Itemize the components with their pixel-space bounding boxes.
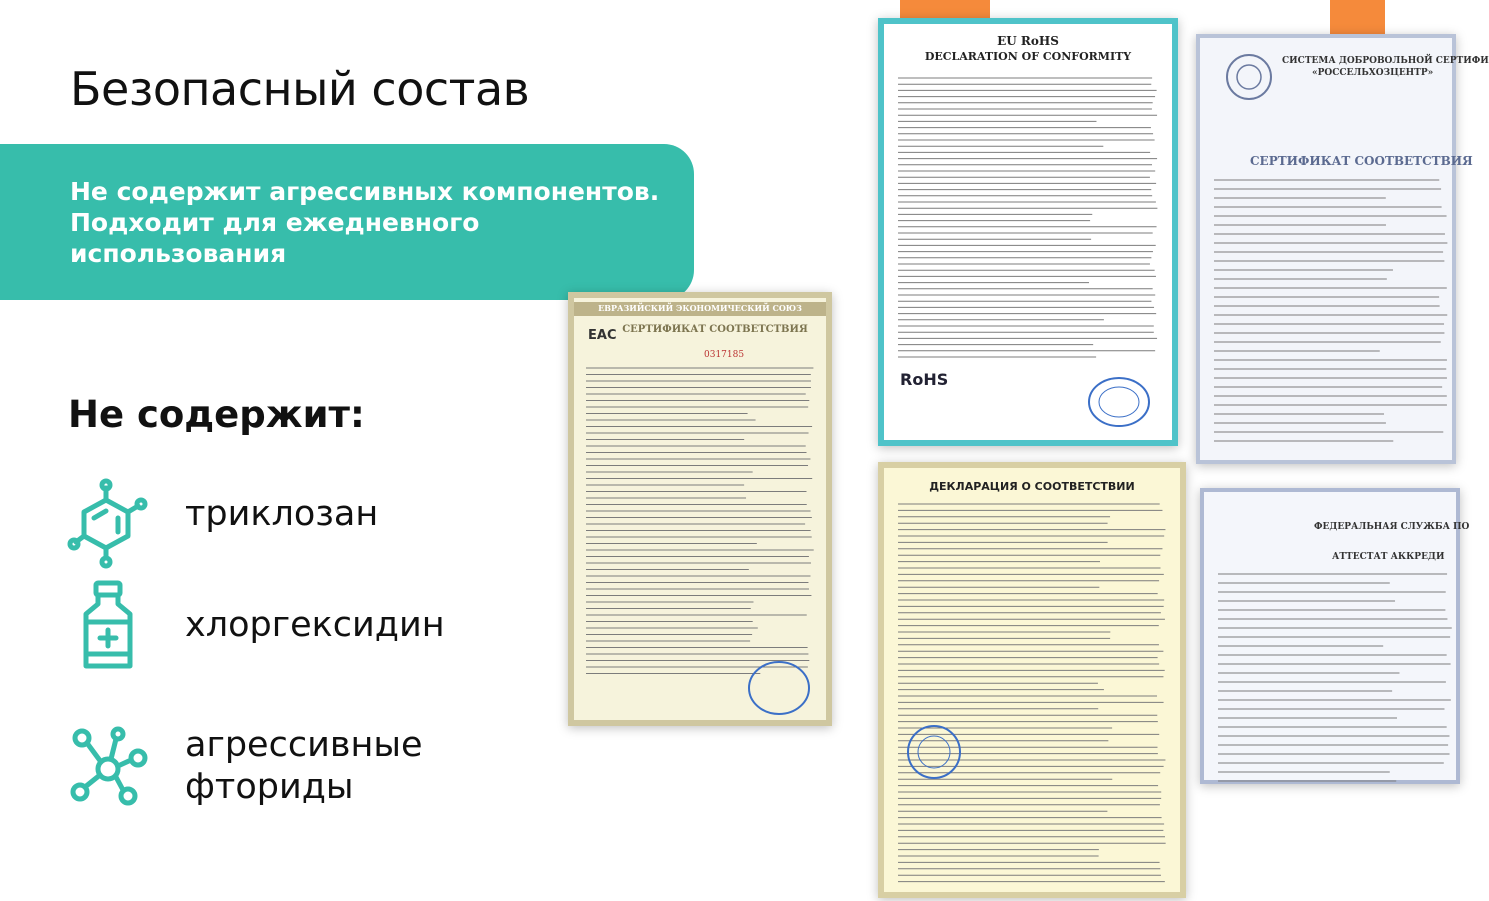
banner-line-1: Не содержит агрессивных компонентов. [70, 177, 660, 206]
document-text-lines [884, 72, 1172, 372]
eac-mark: EAC [588, 328, 617, 343]
bottle-cross-icon [68, 580, 148, 672]
free-of-item-label: триклозан [185, 494, 379, 534]
rosselhoz-title: СЕРТИФИКАТ СООТВЕТСТВИЯ [1250, 154, 1473, 168]
free-of-title: Не содержит: [68, 393, 365, 436]
eac-number: 0317185 [704, 350, 745, 360]
rosselhoz-top-2: «РОССЕЛЬХОЗЦЕНТР» [1312, 68, 1434, 78]
stamp-icon [904, 722, 964, 782]
free-of-item-label: хлоргексидин [185, 605, 445, 645]
accreditation-top: ФЕДЕРАЛЬНАЯ СЛУЖБА ПО [1314, 522, 1470, 532]
rohs-subtitle: DECLARATION OF CONFORMITY [924, 50, 1132, 63]
eac-title: СЕРТИФИКАТ СООТВЕТСТВИЯ [622, 324, 808, 335]
banner-line-2: Подходит для ежедневного [70, 208, 480, 237]
rohs-logo: RoHS [900, 370, 949, 389]
rosselhoz-top: СИСТЕМА ДОБРОВОЛЬНОЙ СЕРТИФИ [1282, 56, 1489, 66]
free-of-item-label [185, 724, 423, 808]
declaration-certificate [878, 462, 1186, 898]
eac-certificate [568, 292, 832, 726]
emblem-icon [1224, 52, 1274, 102]
rosselhoz-certificate [1196, 34, 1489, 464]
free-of-item-triclosan [68, 478, 488, 568]
free-of-item-label-line-1: агрессивные [185, 725, 423, 765]
free-of-item-label-line-2: фториды [185, 767, 354, 807]
accreditation-title: АТТЕСТАТ АККРЕДИ [1332, 552, 1445, 562]
certificates-collage [560, 0, 1489, 901]
eac-top: ЕВРАЗИЙСКИЙ ЭКОНОМИЧЕСКИЙ СОЮЗ [598, 303, 802, 313]
document-text-lines [1204, 568, 1456, 788]
document-text-lines [1200, 174, 1452, 454]
free-of-item-chlorhexidine [68, 580, 488, 672]
declaration-title: ДЕКЛАРАЦИЯ О СООТВЕТСТВИИ [929, 480, 1135, 493]
banner-line-3: использования [70, 239, 287, 268]
molecule-ring-icon [68, 478, 148, 568]
document-text-lines [884, 498, 1180, 888]
stamp-icon [1084, 372, 1154, 432]
stamp-icon [744, 658, 814, 718]
accreditation-certificate [1200, 488, 1470, 784]
orange-decor [900, 0, 990, 18]
rohs-certificate [878, 18, 1178, 446]
page-title: Безопасный состав [70, 62, 530, 116]
molecule-network-icon [68, 724, 148, 814]
free-of-item-fluorides [68, 724, 488, 814]
rohs-title: EU RoHS [997, 34, 1059, 48]
